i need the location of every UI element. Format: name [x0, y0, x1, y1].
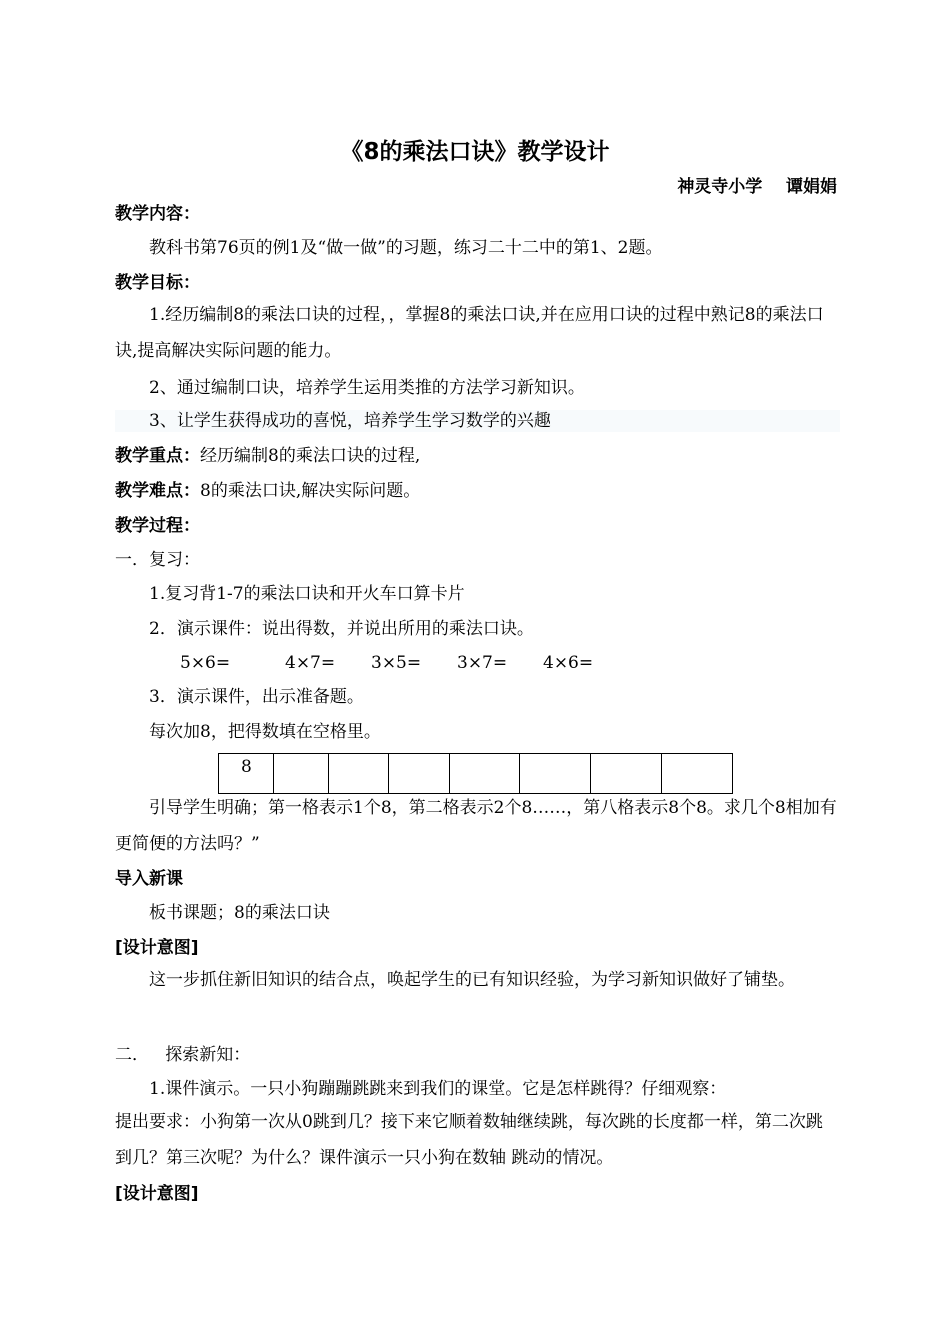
design-intent-text: 这一步抓住新旧知识的结合点，唤起学生的已有知识经验，为学习新知识做好了铺垫。	[149, 970, 795, 990]
goal-2: 2、通过编制口诀，培养学生运用类推的方法学习新知识。	[149, 378, 585, 398]
fill-in-table	[218, 753, 733, 794]
table-cell	[329, 754, 389, 794]
fill-instruction: 每次加8，把得数填在空格里。	[149, 722, 381, 742]
goal-3: 3、让学生获得成功的喜悦，培养学生学习数学的兴趣	[115, 410, 840, 432]
goals-heading: 教学目标：	[115, 273, 200, 293]
new-lesson-heading: 导入新课	[115, 869, 183, 889]
explore-item-1: 1.课件演示。一只小狗蹦蹦跳跳来到我们的课堂。它是怎样跳得？仔细观察：	[149, 1079, 727, 1099]
key-points	[115, 445, 420, 467]
expression: 4×6=	[543, 653, 594, 673]
table-cell	[662, 754, 733, 794]
table-cell	[591, 754, 662, 794]
design-intent-heading: [设计意图]	[115, 938, 199, 958]
explore-heading: 二． 探索新知：	[115, 1045, 251, 1065]
new-lesson-text: 板书课题；8的乘法口诀	[149, 903, 330, 923]
expression-row	[180, 652, 593, 674]
difficulty-heading: 教学难点：	[115, 481, 200, 501]
expression: 3×7=	[457, 653, 508, 673]
table-cell: 8	[219, 754, 274, 794]
difficulty-text: 8的乘法口诀,解决实际问题。	[200, 481, 421, 501]
review-item-3: 3．演示课件，出示准备题。	[149, 687, 364, 707]
table-cell	[274, 754, 329, 794]
review-item-1: 1.复习背1-7的乘法口诀和开火车口算卡片	[149, 584, 465, 604]
author-line: 神灵寺小学 谭娟娟	[677, 177, 837, 197]
difficult-points	[115, 480, 420, 502]
design-intent-heading: [设计意图]	[115, 1184, 199, 1204]
key-heading: 教学重点：	[115, 446, 200, 466]
process-heading: 教学过程：	[115, 516, 200, 536]
guide-text: 引导学生明确；第一格表示1个8，第二格表示2个8……，第八格表示8个8。求几个8相加有更简便的方法吗？”	[115, 798, 837, 854]
content-heading: 教学内容：	[115, 204, 200, 224]
table-row	[219, 754, 733, 794]
explore-item-2: 提出要求：小狗第一次从0跳到几？接下来它顺着数轴继续跳，每次跳的长度都一样，第二次跳到几？第三次呢？为什么？课件演示一只小狗在数轴 跳动的情况。	[115, 1112, 823, 1168]
review-heading: 一．复习：	[115, 550, 200, 570]
expression: 3×5=	[371, 653, 422, 673]
content-text: 教科书第76页的例1及“做一做”的习题，练习二十二中的第1、2题。	[149, 238, 663, 258]
table-cell	[520, 754, 591, 794]
document-title: 《8的乘法口诀》教学设计	[340, 139, 610, 165]
review-item-2: 2．演示课件：说出得数，并说出所用的乘法口诀。	[149, 619, 534, 639]
expression: 4×7=	[285, 653, 336, 673]
goal-1: 1.经历编制8的乘法口诀的过程，，掌握8的乘法口诀,并在应用口诀的过程中熟记8的乘法口诀,提高解决实际问题的能力。	[115, 305, 824, 361]
table-cell	[450, 754, 520, 794]
expression: 5×6=	[180, 653, 231, 673]
table-cell	[389, 754, 450, 794]
key-text: 经历编制8的乘法口诀的过程,	[200, 446, 421, 466]
